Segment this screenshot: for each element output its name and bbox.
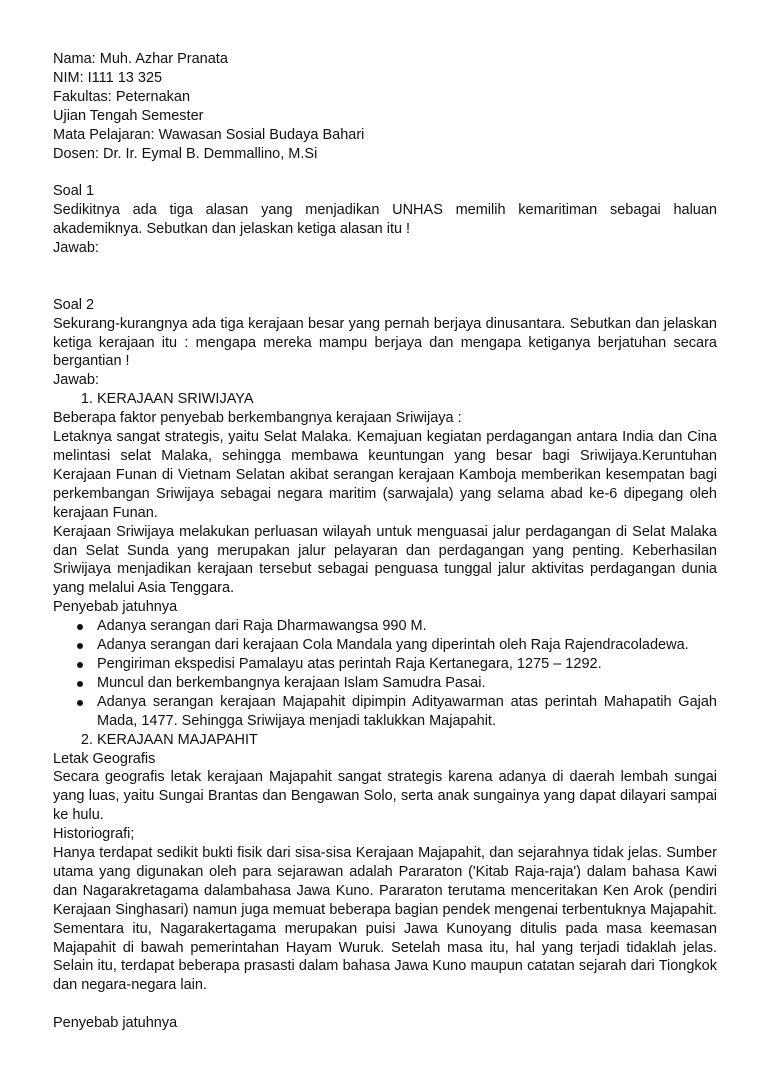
faculty: Fakultas: Peternakan [53, 88, 191, 105]
student-name: Nama: Muh. Azhar Pranata [53, 51, 228, 67]
kingdom-2-geo-label: Letak Geografis [53, 750, 156, 767]
subject: Mata Pelajaran: Wawasan Sosial Budaya Bahari [53, 126, 365, 143]
document-page [53, 50, 717, 1033]
question-1 [53, 182, 717, 258]
question-2-answer-label: Jawab: [53, 372, 99, 389]
kingdom-1-intro: Beberapa faktor penyebab berkembangnya kerajaan Sriwijaya : [53, 410, 462, 427]
spacer [53, 258, 717, 296]
kingdom-1-fall-list [53, 617, 717, 730]
list-item: Pengiriman ekspedisi Pamalayu atas perintah Raja Kertanegara, 1275 – 1292. [97, 655, 717, 674]
question-1-title: Soal 1 [53, 183, 95, 200]
kingdom-1-fall-label: Penyebab jatuhnya [53, 599, 178, 616]
spacer [53, 995, 717, 1014]
kingdom-2-hist-label: Historiografi; [53, 826, 135, 843]
question-2-title: Soal 2 [53, 296, 95, 313]
kingdom-1-heading: 1. KERAJAAN SRIWIJAYA [97, 390, 717, 409]
kingdom-2-heading: 2. KERAJAAN MAJAPAHIT [97, 731, 717, 750]
kingdom-2-heading-list [53, 731, 717, 750]
exam-type: Ujian Tengah Semester [53, 107, 204, 124]
kingdom-1-heading-list [53, 390, 717, 409]
student-header [53, 50, 717, 163]
spacer [53, 163, 717, 182]
kingdom-2-fall-label: Penyebab jatuhnya [53, 1015, 178, 1032]
student-nim: NIM: I111 13 325 [53, 69, 163, 86]
list-item: Adanya serangan kerajaan Majapahit dipimpin Adityawarman atas perintah Mahapatih Gajah Mada, 1477. Sehingga Sriwijaya menjadi taklukkan Majapahit. [97, 693, 717, 729]
list-item: Adanya serangan dari kerajaan Cola Mandala yang diperintah oleh Raja Rajendracoladewa. [97, 636, 717, 655]
kingdom-2-hist-text: Hanya terdapat sedikit bukti fisik dari sisa-sisa Kerajaan Majapahit, dan sejarahnya tidak jelas. Sumber utama yang digunakan oleh para sejarawan adalah Pararaton ('Kitab Raja-raja') dalam bahasa Kawi dan Nagarakretagama dalambahasa Jawa Kuno. Pararaton terutama menceritakan Ken Arok (pendiri Kerajaan Singhasari) namun juga memuat beberapa bagian pendek mengenai terbentuknya Majapahit. Sementara itu, Nagarakertagama merupakan puisi Jawa Kunoyang ditulis pada masa keemasan Majapahit di bawah pemerintahan Hayam Wuruk. Setelah masa itu, hal yang terjadi tidaklah jelas. Selain itu, terdapat beberapa prasasti dalam bahasa Jawa Kuno maupun catatan sejarah dari Tiongkok dan negara-negara lain. [53, 845, 717, 994]
question-2-text: Sekurang-kurangnya ada tiga kerajaan besar yang pernah berjaya dinusantara. Sebutkan dan jelaskan ketiga kerajaan itu : mengapa mereka mampu berjaya dan mengapa ketiganya berjatuhan secara bergantian ! [53, 315, 717, 370]
lecturer: Dosen: Dr. Ir. Eymal B. Demmallino, M.Si [53, 145, 318, 162]
list-item: Adanya serangan dari Raja Dharmawangsa 990 M. [97, 617, 717, 636]
question-1-answer-label: Jawab: [53, 240, 99, 257]
list-item: Muncul dan berkembangnya kerajaan Islam Samudra Pasai. [97, 674, 717, 693]
kingdom-1-paragraph-2: Kerajaan Sriwijaya melakukan perluasan wilayah untuk menguasai jalur perdagangan di Selat Malaka dan Selat Sunda yang merupakan jalur pelayaran dan perdagangan yang penting. Keberhasilan Sriwijaya menjadikan kerajaan tersebut sebagai penguasa tunggal jalur aktivitas perdagangan dunia yang melalui Asia Tenggara. [53, 523, 717, 597]
question-1-text: Sedikitnya ada tiga alasan yang menjadikan UNHAS memilih kemaritiman sebagai haluan akademiknya. Sebutkan dan jelaskan ketiga alasan itu ! [53, 202, 717, 238]
question-2 [53, 296, 717, 1033]
kingdom-2-geo-text: Secara geografis letak kerajaan Majapahit sangat strategis karena adanya di daerah lembah sungai yang luas, yaitu Sungai Brantas dan Bengawan Solo, serta anak sungainya yang dapat dilayari sampai ke hulu. [53, 769, 717, 824]
kingdom-1-paragraph-1: Letaknya sangat strategis, yaitu Selat Malaka. Kemajuan kegiatan perdagangan antara India dan Cina melintasi selat Malaka, sehingga membawa keuntungan yang besar bagi Sriwijaya.Keruntuhan Kerajaan Funan di Vietnam Selatan akibat serangan kerajaan Kamboja memberikan kesempatan bagi perkembangan Sriwijaya sebagai negara maritim (sarwajala) yang selama abad ke-6 dipegang oleh kerajaan Funan. [53, 429, 717, 521]
